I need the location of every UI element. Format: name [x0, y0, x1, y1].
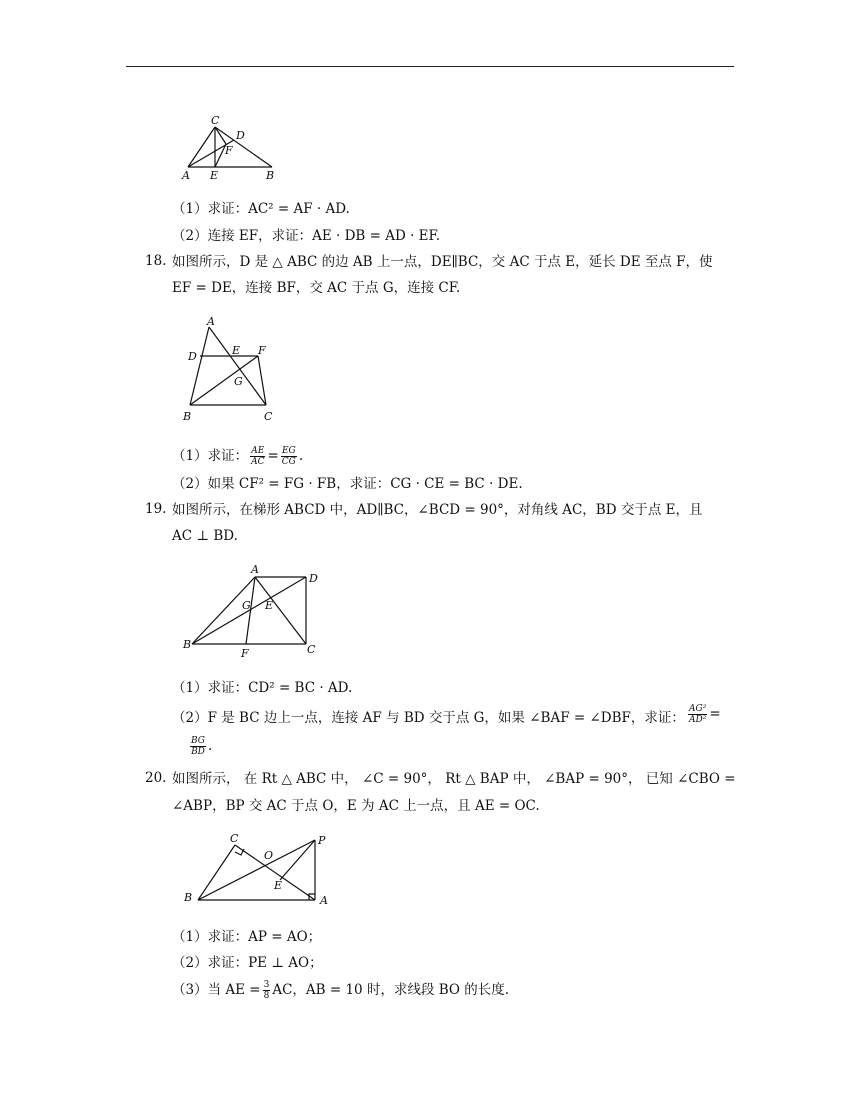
label-B: B	[266, 169, 275, 182]
q18-number: 18.	[145, 253, 167, 269]
fraction-3-8	[263, 980, 271, 1001]
label-D: D	[236, 129, 245, 142]
denominator: AC	[251, 457, 265, 467]
label-A: A	[251, 563, 259, 576]
label-C: C	[264, 410, 273, 423]
q19-line2: AC ⊥ BD.	[172, 528, 238, 544]
denominator: 8	[263, 991, 270, 1001]
label-E: E	[232, 344, 241, 357]
numerator: EG	[281, 446, 296, 456]
q20-part3-prefix: （3）当 AE =	[172, 982, 261, 998]
q20-part2: （2）求证：PE ⊥ AO；	[172, 955, 323, 971]
q17-part2: （2）连接 EF，求证：AE · DB = AD · EF.	[172, 228, 441, 244]
numerator: AE	[251, 446, 265, 456]
label-F: F	[241, 647, 249, 660]
denominator: BD	[191, 747, 205, 757]
denominator: CG	[281, 457, 296, 467]
label-B: B	[183, 638, 192, 651]
label-F: F	[225, 144, 233, 157]
equals: =	[709, 706, 721, 722]
label-A: A	[320, 894, 328, 907]
label-G: G	[242, 599, 251, 612]
label-E: E	[210, 169, 219, 182]
figure-q17	[180, 112, 290, 184]
period: .	[207, 738, 213, 754]
numerator: BG	[191, 736, 205, 746]
label-A: A	[182, 169, 190, 182]
label-E: E	[274, 879, 283, 892]
fraction-ae-ac	[250, 446, 265, 467]
q19-part2	[172, 709, 685, 727]
q20-line1: 如图所示， 在 Rt △ ABC 中， ∠C = 90°， Rt △ BAP 中， ∠BAP = 90°， 已知 ∠CBO =	[172, 771, 736, 787]
label-C: C	[307, 643, 316, 656]
label-B: B	[184, 891, 193, 904]
label-E: E	[265, 599, 274, 612]
figure-q19	[180, 560, 330, 660]
header-rule	[126, 66, 734, 67]
label-B: B	[183, 410, 192, 423]
q19-number: 19.	[145, 501, 167, 517]
label-F: F	[258, 344, 266, 357]
label-G: G	[234, 375, 243, 388]
q19-part2-fraction-bg-bd	[188, 736, 212, 757]
q19-part2-text: （2）F 是 BC 边上一点，连接 AF 与 BD 交于点 G，如果 ∠BAF = ∠DBF，求证：	[172, 710, 685, 726]
q17-part1: （1）求证：AC² = AF · AD.	[172, 201, 350, 217]
period: .	[298, 448, 304, 464]
label-D: D	[188, 350, 197, 363]
q19-line1: 如图所示，在梯形 ABCD 中，AD∥BC，∠BCD = 90°，对角线 AC，BD 交于点 E，且	[172, 502, 703, 518]
q18-part1-prefix: （1）求证：	[172, 448, 249, 464]
label-C: C	[211, 114, 220, 127]
label-P: P	[318, 834, 326, 847]
label-D: D	[309, 572, 318, 585]
label-O: O	[264, 849, 274, 862]
label-C: C	[230, 832, 239, 845]
fraction	[190, 736, 206, 757]
fraction-eg-cg	[281, 446, 297, 467]
q20-part3	[172, 980, 509, 1001]
denominator: AD²	[689, 715, 707, 725]
numerator: AG²	[689, 704, 707, 714]
q18-part2: （2）如果 CF² = FG · FB，求证：CG · CE = BC · DE.	[172, 476, 523, 492]
q20-line2: ∠ABP，BP 交 AC 于点 O，E 为 AC 上一点，且 AE = OC.	[172, 798, 540, 814]
q18-line2: EF = DE，连接 BF，交 AC 于点 G，连接 CF.	[172, 280, 461, 296]
numerator: 3	[263, 980, 270, 990]
q20-number: 20.	[145, 770, 167, 786]
label-A: A	[207, 315, 215, 328]
q18-part1	[172, 446, 303, 467]
q18-line1: 如图所示，D 是 △ ABC 的边 AB 上一点，DE∥BC，交 AC 于点 E，延长 DE 至点 F，使	[172, 254, 713, 270]
q20-part1: （1）求证：AP = AO；	[172, 929, 322, 945]
equals: =	[267, 448, 279, 464]
q19-part2-fraction-ag-ad	[686, 704, 721, 725]
fraction	[688, 704, 707, 725]
figure-q20	[180, 830, 340, 910]
q19-part1: （1）求证：CD² = BC · AD.	[172, 680, 353, 696]
figure-q18	[180, 312, 290, 427]
q20-part3-suffix: AC，AB = 10 时，求线段 BO 的长度.	[272, 982, 510, 998]
